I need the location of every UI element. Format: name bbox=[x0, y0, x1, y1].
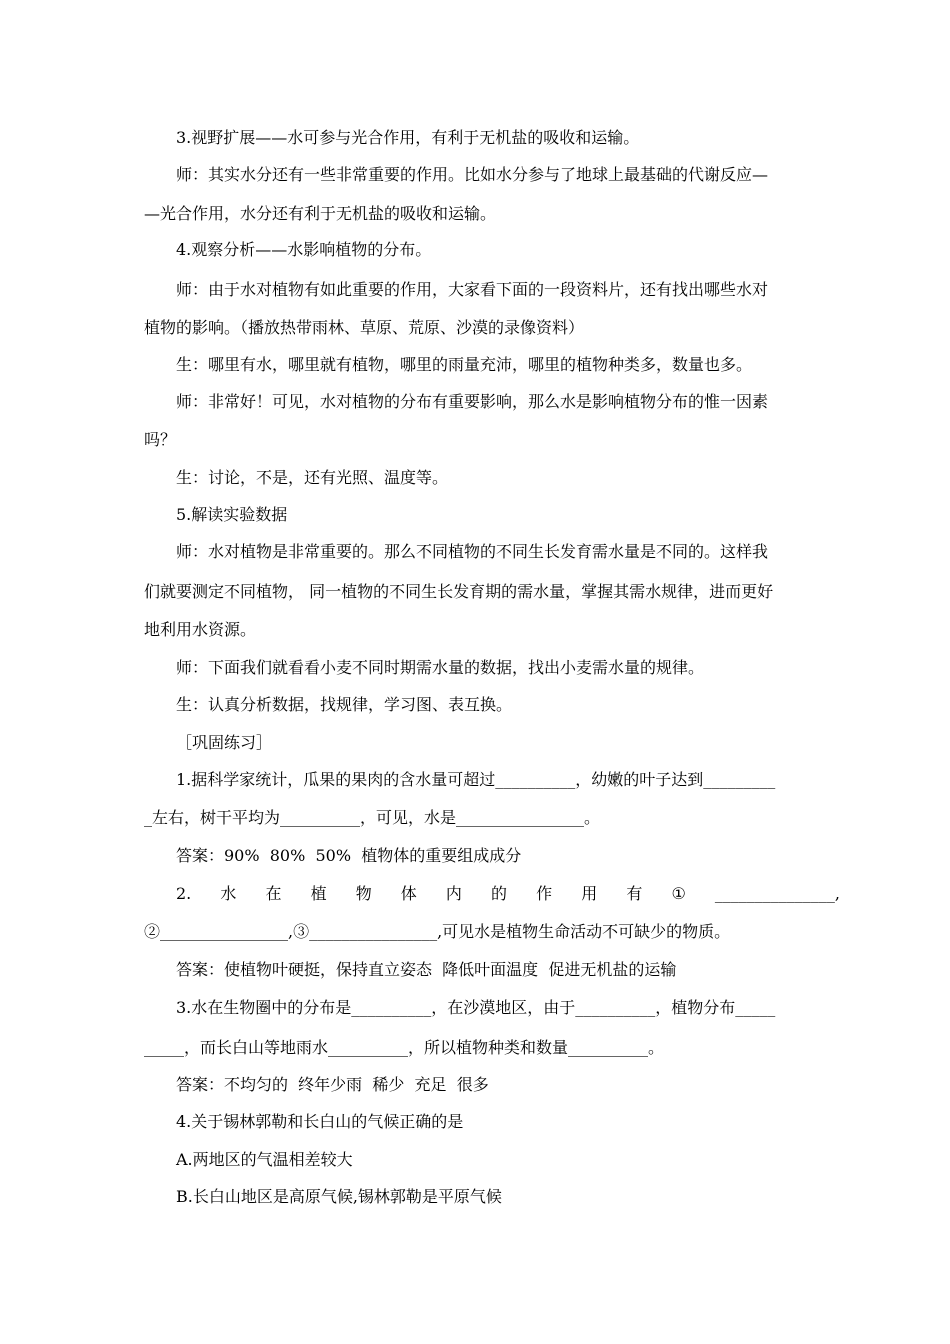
spread-token: 2. bbox=[176, 884, 192, 903]
text-line: 师：由于水对植物有如此重要的作用，大家看下面的一段资料片，还有找出哪些水对 bbox=[176, 280, 769, 299]
text-line: 生：认真分析数据，找规律，学习图、表互换。 bbox=[176, 695, 513, 714]
answer-option: B.长白山地区是高原气候,锡林郭勒是平原气候 bbox=[176, 1187, 502, 1206]
text-line: 师：其实水分还有一些非常重要的作用。比如水分参与了地球上最基础的代谢反应— bbox=[176, 165, 769, 184]
section-heading: 5.解读实验数据 bbox=[176, 505, 288, 524]
text-line: 植物的影响。（播放热带雨林、草原、荒原、沙漠的录像资料） bbox=[144, 318, 585, 337]
exercise-question: _____，而长白山等地雨水__________，所以植物种类和数量__________。 bbox=[144, 1038, 665, 1057]
spread-token: 的 bbox=[491, 884, 508, 903]
exercise-answer: 答案：使植物叶硬挺，保持直立姿态 降低叶面温度 促进无机盐的运输 bbox=[176, 960, 677, 979]
spread-token: 植 bbox=[310, 884, 327, 903]
spread-token: _______________, bbox=[714, 884, 840, 903]
spread-token: 作 bbox=[536, 884, 553, 903]
spread-token: 体 bbox=[400, 884, 417, 903]
text-line: 吗？ bbox=[144, 430, 177, 449]
spread-token: 在 bbox=[265, 884, 282, 903]
exercise-answer: 答案：90% 80% 50% 植物体的重要组成成分 bbox=[176, 846, 522, 865]
spread-token: 有 bbox=[626, 884, 643, 903]
text-line: 3.视野扩展——水可参与光合作用，有利于无机盐的吸收和运输。 bbox=[176, 128, 640, 147]
text-line: 地利用水资源。 bbox=[144, 620, 257, 639]
spread-token: 用 bbox=[581, 884, 598, 903]
text-line: 们就要测定不同植物， 同一植物的不同生长发育期的需水量，掌握其需水规律，进而更好 bbox=[144, 582, 774, 601]
exercise-question-spread bbox=[176, 884, 840, 904]
exercise-question: 4.关于锡林郭勒和长白山的气候正确的是 bbox=[176, 1112, 464, 1131]
exercise-question: _左右，树干平均为__________，可见，水是________________。 bbox=[144, 808, 601, 827]
exercise-answer: 答案：不均匀的 终年少雨 稀少 充足 很多 bbox=[176, 1075, 489, 1094]
spread-token: 物 bbox=[355, 884, 372, 903]
exercise-question: 1.据科学家统计，瓜果的果肉的含水量可超过__________，幼嫩的叶子达到_________ bbox=[176, 770, 776, 789]
text-line: 师：水对植物是非常重要的。那么不同植物的不同生长发育需水量是不同的。这样我 bbox=[176, 542, 769, 561]
text-line: 4.观察分析——水影响植物的分布。 bbox=[176, 240, 432, 259]
exercise-question: 3.水在生物圈中的分布是__________，在沙漠地区，由于__________，植物分布_____ bbox=[176, 998, 776, 1017]
exercise-question: ②________________,③________________,可见水是植物生命活动不可缺少的物质。 bbox=[144, 922, 731, 941]
spread-token: ① bbox=[671, 884, 686, 903]
spread-token: 内 bbox=[445, 884, 462, 903]
text-line: —光合作用，水分还有利于无机盐的吸收和运输。 bbox=[144, 204, 497, 223]
text-line: 师：非常好！可见，水对植物的分布有重要影响，那么水是影响植物分布的惟一因素 bbox=[176, 392, 769, 411]
answer-option: A.两地区的气温相差较大 bbox=[176, 1150, 353, 1169]
spread-token: 水 bbox=[220, 884, 237, 903]
text-line: 师：下面我们就看看小麦不同时期需水量的数据，找出小麦需水量的规律。 bbox=[176, 658, 705, 677]
text-line: 生：讨论，不是，还有光照、温度等。 bbox=[176, 468, 449, 487]
text-line: 生：哪里有水，哪里就有植物，哪里的雨量充沛，哪里的植物种类多，数量也多。 bbox=[176, 355, 753, 374]
section-heading: ［巩固练习］ bbox=[176, 733, 273, 752]
